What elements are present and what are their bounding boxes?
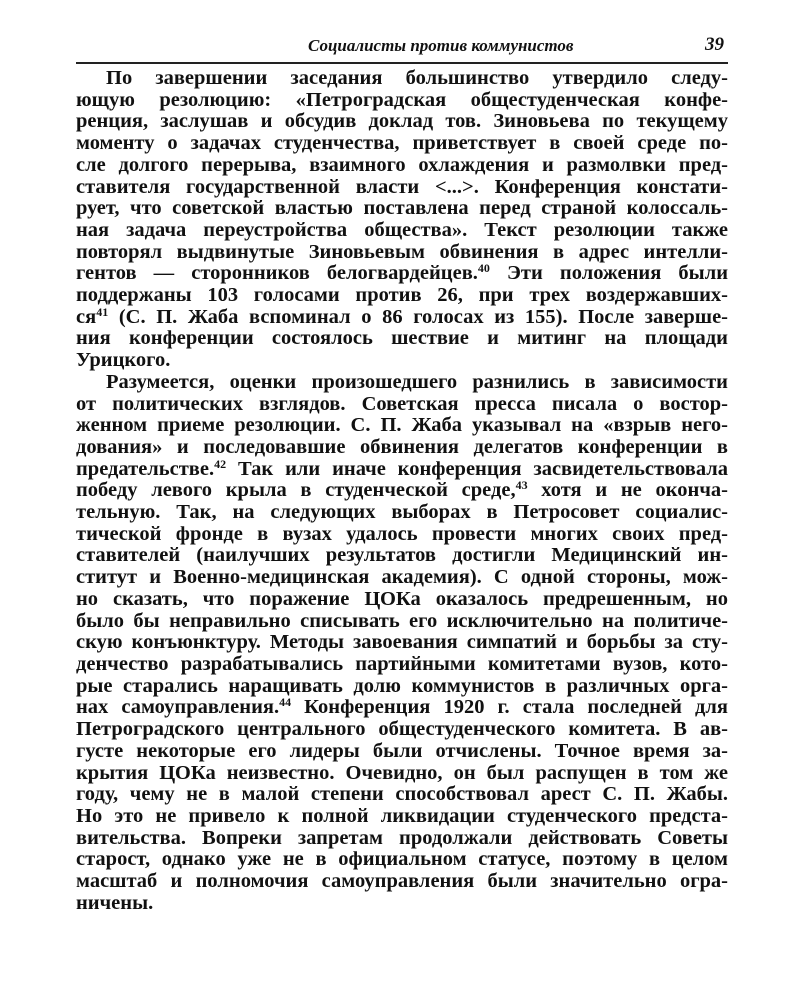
page-header xyxy=(76,30,728,64)
text-line xyxy=(76,263,728,285)
text-line: сле долгого перерыва, взаимного охлаждения и размолвки пред- xyxy=(76,153,728,176)
text-line: но сказать, что поражение ЦОКа оказалось предрешенным, но xyxy=(76,587,728,610)
text-line: моменту о задачах студенчества, приветствует в своей среде по- xyxy=(76,132,728,155)
line-text: Конференция 1920 г. стала последней для xyxy=(291,696,729,719)
line-text: ся xyxy=(76,305,97,328)
paragraph xyxy=(76,372,728,915)
text-line: крытия ЦОКа неизвестно. Очевидно, он был распущен в том же xyxy=(76,761,728,784)
footnote-ref: 41 xyxy=(96,304,109,319)
text-line: поддержаны 103 голосами против 26, при трех воздержавших- xyxy=(76,284,728,307)
text-line: старост, однако уже не в официальном статусе, поэтому в целом xyxy=(76,848,728,871)
text-line: дования» и последовавшие обвинения делегатов конференции в xyxy=(76,435,728,458)
page-number: 39 xyxy=(705,34,724,55)
line-text: предательстве. xyxy=(76,457,215,480)
text-line: ставителя государственной власти <...>. Конференция констати- xyxy=(76,175,728,198)
text-line: ничены. xyxy=(76,891,154,914)
text-line xyxy=(76,480,728,502)
text-line: скую конъюнктуру. Методы завоевания симпатий и борьбы за сту- xyxy=(76,631,728,654)
line-text: Эти положения были xyxy=(489,262,729,285)
text-line: ренция, заслушав и обсудив доклад тов. Зиновьева по текущему xyxy=(76,110,728,133)
text-line: ститут и Военно-медицинская академия). С одной стороны, мож- xyxy=(76,566,728,589)
running-title: Социалисты против коммунистов xyxy=(308,36,574,55)
text-line: повторял выдвинутые Зиновьевым обвинения в адрес интелли- xyxy=(76,240,728,263)
text-line: женном приеме резолюции. С. П. Жаба указывал на «взрыв него- xyxy=(76,414,728,437)
text-line: рует, что советской властью поставлена перед страной колоссаль- xyxy=(76,197,728,220)
text-line: ющую резолюцию: «Петроградская общестуденческая конфе- xyxy=(76,88,728,111)
text-line: денчество разрабатывались партийными комитетами вузов, кото- xyxy=(76,652,728,675)
text-line: Разумеется, оценки произошедшего разнились в зависимости xyxy=(106,370,728,393)
text-line xyxy=(76,456,728,481)
footnote-ref: 40 xyxy=(477,261,490,276)
text-line xyxy=(76,304,728,329)
line-text: гентов — сторонников белогвардейцев. xyxy=(76,262,478,285)
text-line xyxy=(76,697,728,719)
paragraph xyxy=(76,68,728,372)
text-line: масштаб и полномочия самоуправления были значительно огра- xyxy=(76,870,728,893)
text-line: тельную. Так, на следующих выборах в Петросовет социалис- xyxy=(76,501,728,524)
footnote-ref: 43 xyxy=(515,478,528,493)
text-line: густе некоторые его лидеры были отчислены. Точное время за- xyxy=(76,739,728,762)
text-line: ния конференции состоялось шествие и митинг на площади xyxy=(76,327,728,350)
line-text: (С. П. Жаба вспоминал о 86 голосах из 155). После заверше- xyxy=(108,305,728,328)
text-line: от политических взглядов. Советская пресса писала о востор- xyxy=(76,392,728,415)
text-line: ставителей (наилучших результатов достигли Медицинский ин- xyxy=(76,544,728,567)
text-line: рые старались наращивать долю коммунистов в различных орга- xyxy=(76,674,728,697)
text-line: Петроградского центрального общестуденческого комитета. В ав- xyxy=(76,718,728,741)
footnote-ref: 44 xyxy=(279,695,292,710)
text-line: ная задача переустройства общества». Текст резолюции также xyxy=(76,218,728,241)
text-body xyxy=(76,68,728,914)
text-line: было бы неправильно списывать его исключительно на политиче- xyxy=(76,609,728,632)
line-text: победу левого крыла в студенческой среде, xyxy=(76,479,516,502)
text-line: году, чему не в малой степени способствовал арест С. П. Жабы. xyxy=(76,783,728,806)
text-line: Но это не привело к полной ликвидации студенческого предста- xyxy=(76,804,728,827)
line-text: хотя и не оконча- xyxy=(527,479,728,502)
footnote-ref: 42 xyxy=(214,456,227,471)
line-text: Так или иначе конференция засвидетельствовала xyxy=(226,457,728,480)
text-line: По завершении заседания большинство утвердило следу- xyxy=(106,67,728,89)
text-line: Урицкого. xyxy=(76,349,171,372)
text-line: вительства. Вопреки запретам продолжали действовать Советы xyxy=(76,826,728,849)
text-line: тической фронде в вузах удалось провести многих своих пред- xyxy=(76,522,728,545)
line-text: нах самоуправления. xyxy=(76,696,280,719)
